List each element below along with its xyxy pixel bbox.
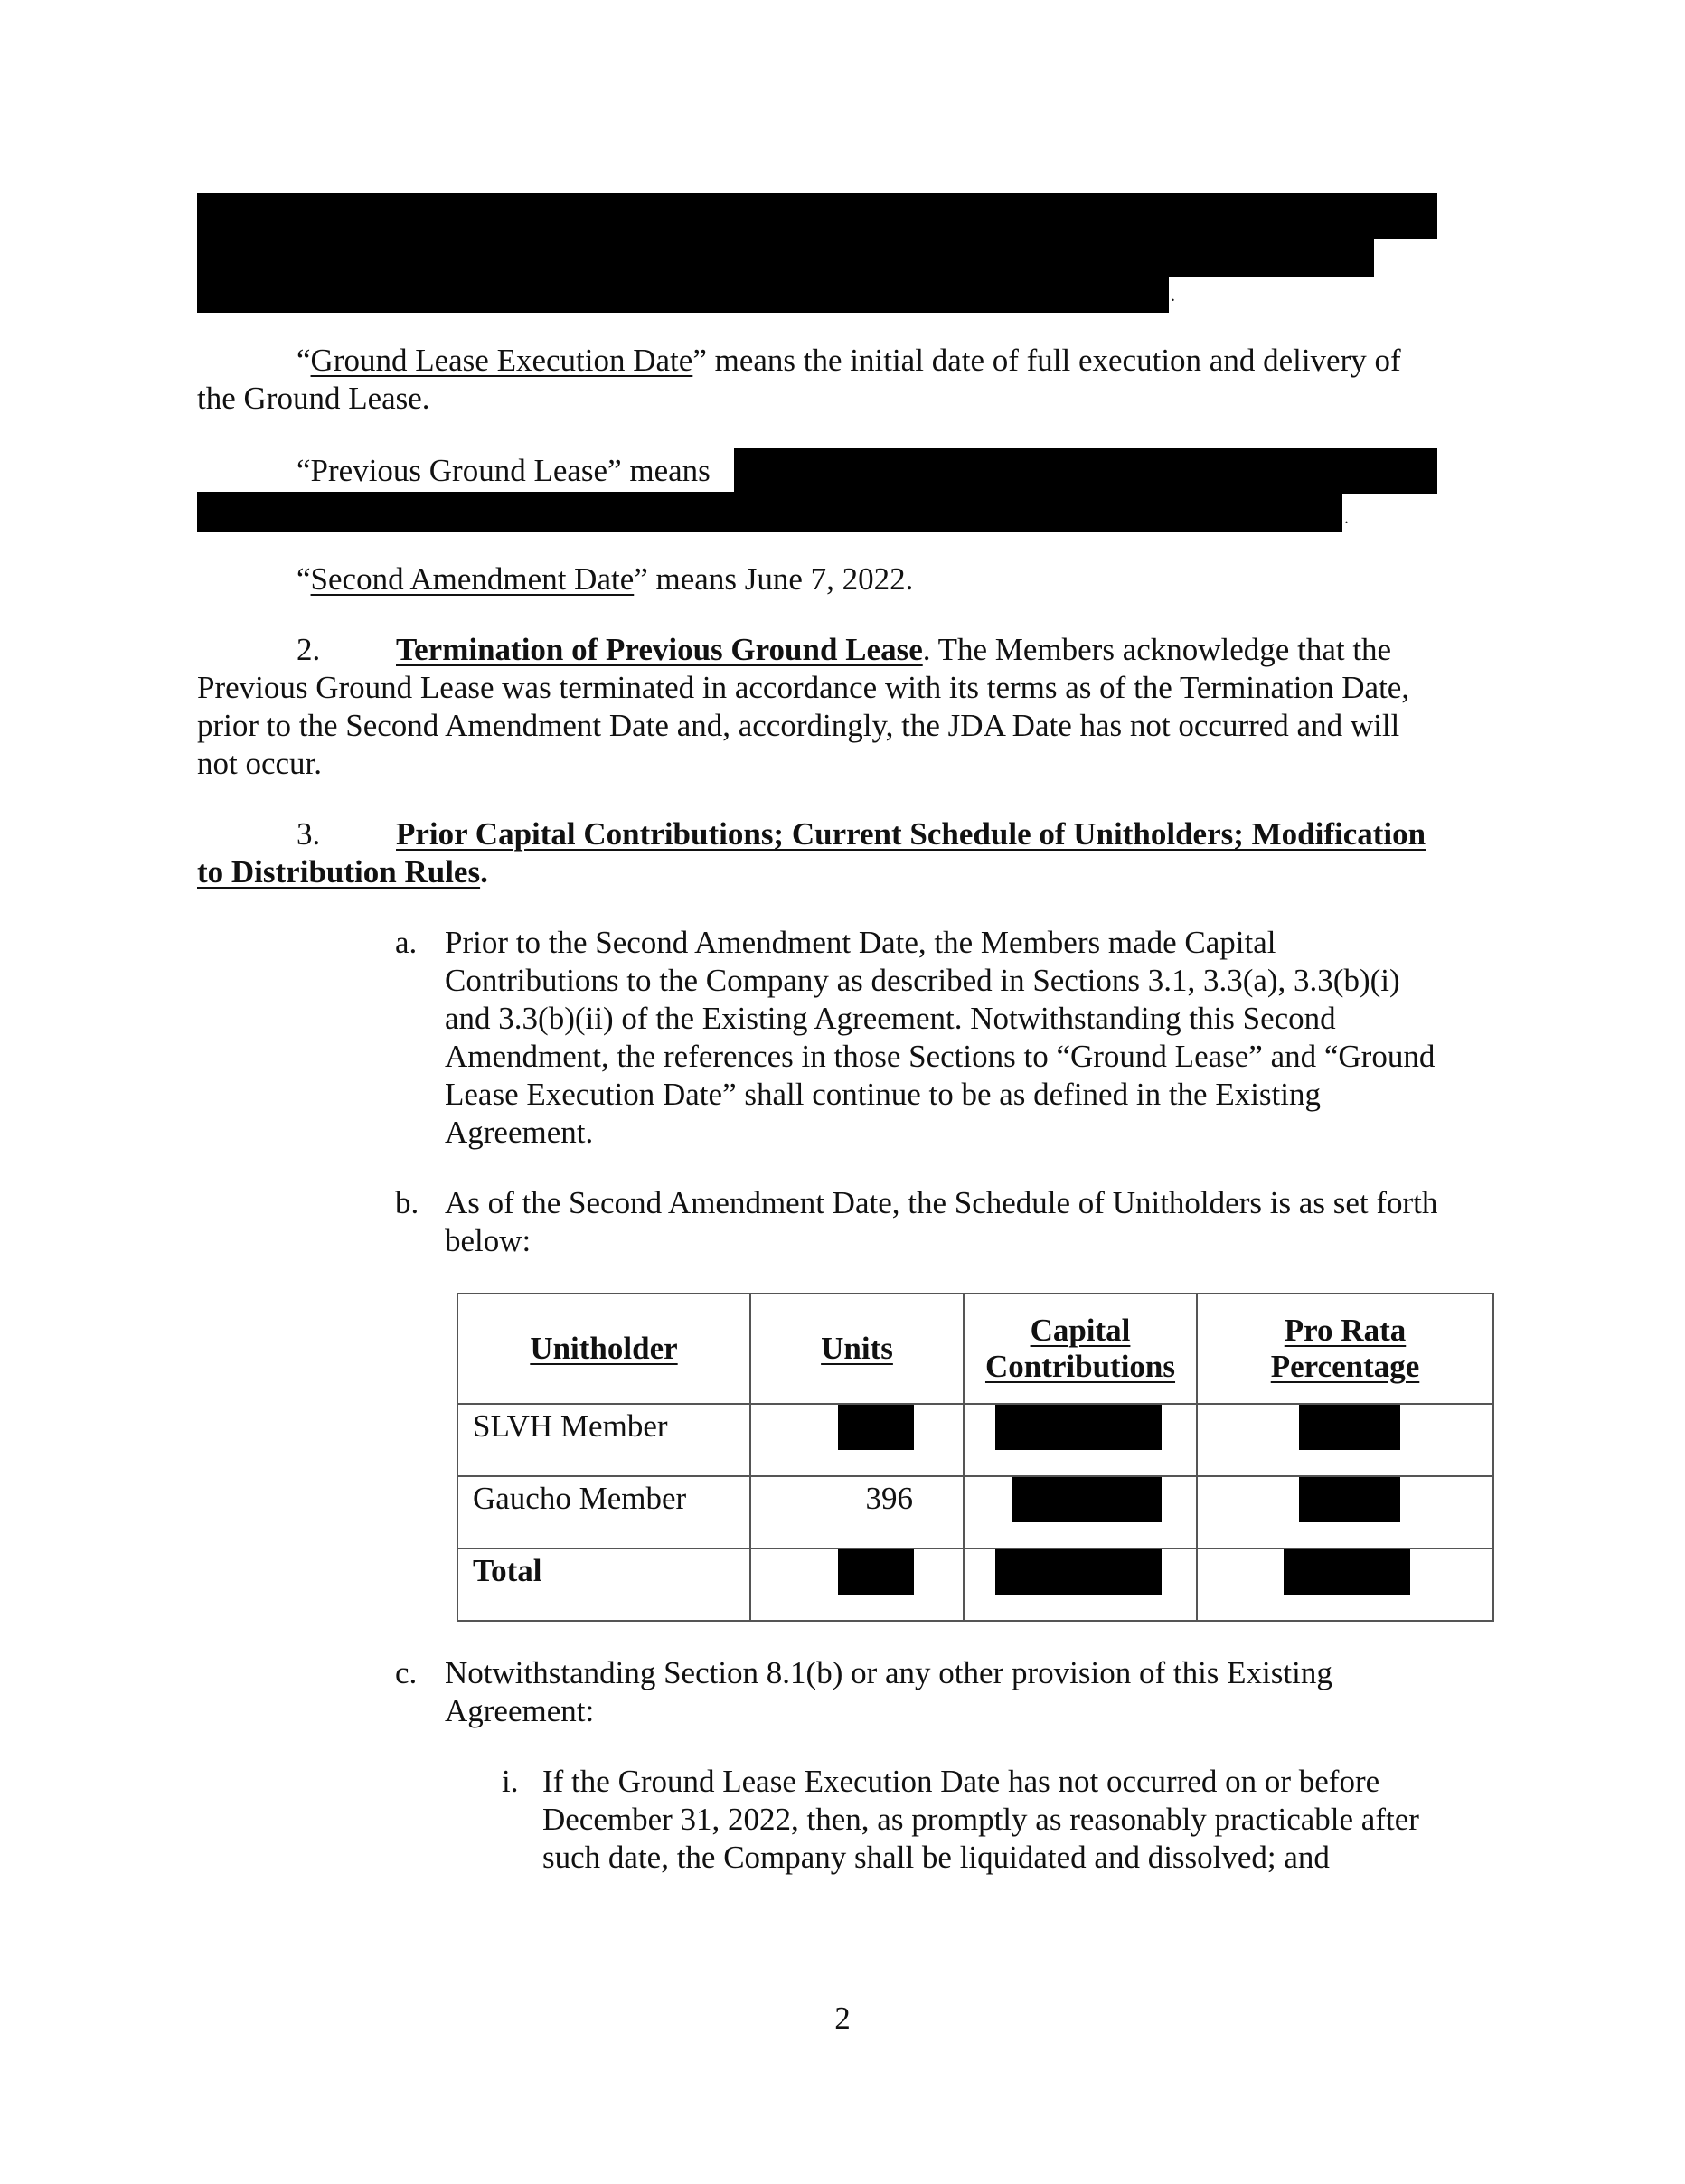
- section-2-line-2: Previous Ground Lease was terminated in accordance with its terms as of the Termination Date,: [197, 670, 1410, 705]
- item-b-line-1: As of the Second Amendment Date, the Schedule of Unitholders is as set forth: [445, 1185, 1438, 1220]
- redaction-capital: [995, 1549, 1162, 1595]
- definition-second-amendment-date: [297, 560, 913, 598]
- definition-ground-lease-execution-date: [297, 342, 1401, 380]
- redaction-capital: [995, 1405, 1162, 1450]
- cell-units: [750, 1404, 964, 1476]
- header-unitholder-text: Unitholder: [530, 1331, 678, 1366]
- close-quote: ”: [634, 561, 648, 597]
- item-c-line-2: Agreement:: [445, 1693, 595, 1728]
- page-number: 2: [834, 2000, 851, 2036]
- units-value: 396: [865, 1481, 913, 1516]
- item-c-i-line-1: If the Ground Lease Execution Date has not occurred on or before: [542, 1764, 1380, 1799]
- cell-units: [750, 1476, 964, 1549]
- cell-pro-rata: [1197, 1549, 1493, 1621]
- definition-continuation: the Ground Lease.: [197, 381, 430, 416]
- cell-capital: [964, 1549, 1197, 1621]
- section-3-heading-line-2: [197, 853, 488, 891]
- redaction-period: .: [1171, 286, 1175, 306]
- item-c-i-line-2: December 31, 2022, then, as promptly as reasonably practicable after: [542, 1802, 1419, 1837]
- cell-unitholder: [457, 1476, 750, 1549]
- header-pro-rata-line2: Percentage: [1270, 1349, 1420, 1384]
- item-b-label: b.: [395, 1185, 419, 1220]
- item-a-label: a.: [395, 925, 418, 960]
- header-unitholder: [457, 1294, 750, 1404]
- item-c-label: c.: [395, 1655, 418, 1690]
- redaction-capital: [1012, 1477, 1162, 1522]
- table-row: [457, 1549, 1493, 1621]
- cell-unitholder: [457, 1549, 750, 1621]
- section-number: 3.: [297, 816, 321, 852]
- definition-text: means the initial date of full execution and delivery of: [706, 343, 1401, 378]
- item-b-line-2: below:: [445, 1223, 532, 1258]
- unitholder-name: Gaucho Member: [473, 1481, 687, 1516]
- redaction-block-top-2: [197, 237, 1374, 277]
- header-pro-rata: [1197, 1294, 1493, 1404]
- section-heading: Termination of Previous Ground Lease: [396, 632, 923, 667]
- redaction-block-top-3: [197, 275, 1169, 313]
- item-a-line-5: Lease Execution Date” shall continue to be as defined in the Existing: [445, 1077, 1321, 1112]
- item-a-line-1: Prior to the Second Amendment Date, the Members made Capital: [445, 925, 1276, 960]
- section-number: 2.: [297, 632, 321, 667]
- defined-term: Second Amendment Date: [310, 561, 635, 597]
- redaction-units: [838, 1549, 914, 1595]
- item-a-line-3: and 3.3(b)(ii) of the Existing Agreement. Notwithstanding this Second: [445, 1001, 1336, 1036]
- open-quote: “: [297, 561, 311, 597]
- cell-unitholder: [457, 1404, 750, 1476]
- header-capital-contributions: [964, 1294, 1197, 1404]
- definition-text: means June 7, 2022.: [647, 561, 914, 597]
- item-a-line-2: Contributions to the Company as described in Sections 3.1, 3.3(a), 3.3(b)(i): [445, 963, 1400, 998]
- redaction-pro-rata: [1299, 1477, 1400, 1522]
- item-c-i-label: i.: [502, 1764, 519, 1799]
- header-capital-line2: Contributions: [984, 1349, 1176, 1384]
- redaction-previous-ground-lease-1: [734, 448, 1437, 494]
- defined-term: Ground Lease Execution Date: [310, 343, 693, 378]
- cell-capital: [964, 1476, 1197, 1549]
- header-units-text: Units: [821, 1331, 893, 1366]
- unitholder-name: SLVH Member: [473, 1408, 668, 1444]
- cell-units: [750, 1549, 964, 1621]
- section-heading-end: .: [480, 854, 488, 890]
- redaction-period-2: .: [1344, 508, 1349, 528]
- section-heading-line1: Prior Capital Contributions; Current Schedule of Unitholders; Modification: [396, 816, 1426, 852]
- definition-previous-ground-lease: “Previous Ground Lease” means: [297, 453, 711, 488]
- open-quote: “: [297, 343, 311, 378]
- cell-capital: [964, 1404, 1197, 1476]
- header-capital-line1: Capital: [1030, 1313, 1131, 1348]
- redaction-units: [838, 1405, 914, 1450]
- unitholders-table: [457, 1293, 1494, 1622]
- section-2-line-3: prior to the Second Amendment Date and, accordingly, the JDA Date has not occurred and will: [197, 708, 1400, 743]
- table-row: [457, 1476, 1493, 1549]
- cell-pro-rata: [1197, 1476, 1493, 1549]
- close-quote: ”: [692, 343, 707, 378]
- section-text: . The Members acknowledge that the: [922, 632, 1392, 667]
- redaction-pro-rata: [1284, 1549, 1410, 1595]
- unitholder-name: Total: [473, 1553, 542, 1588]
- section-3-first-line: [297, 815, 1426, 853]
- item-a-line-6: Agreement.: [445, 1115, 594, 1150]
- item-c-i-line-3: such date, the Company shall be liquidated and dissolved; and: [542, 1840, 1330, 1875]
- cell-pro-rata: [1197, 1404, 1493, 1476]
- section-2-first-line: [297, 631, 1391, 669]
- header-pro-rata-line1: Pro Rata: [1284, 1313, 1407, 1348]
- table-row: [457, 1404, 1493, 1476]
- redaction-block-top-1: [197, 193, 1437, 239]
- section-heading-line2: to Distribution Rules: [197, 854, 481, 890]
- redaction-pro-rata: [1299, 1405, 1400, 1450]
- section-2-line-4: not occur.: [197, 746, 323, 781]
- redaction-previous-ground-lease-2: [197, 492, 1342, 532]
- table-header-row: [457, 1294, 1493, 1404]
- header-units: [750, 1294, 964, 1404]
- item-a-line-4: Amendment, the references in those Sections to “Ground Lease” and “Ground: [445, 1039, 1436, 1074]
- item-c-line-1: Notwithstanding Section 8.1(b) or any other provision of this Existing: [445, 1655, 1332, 1690]
